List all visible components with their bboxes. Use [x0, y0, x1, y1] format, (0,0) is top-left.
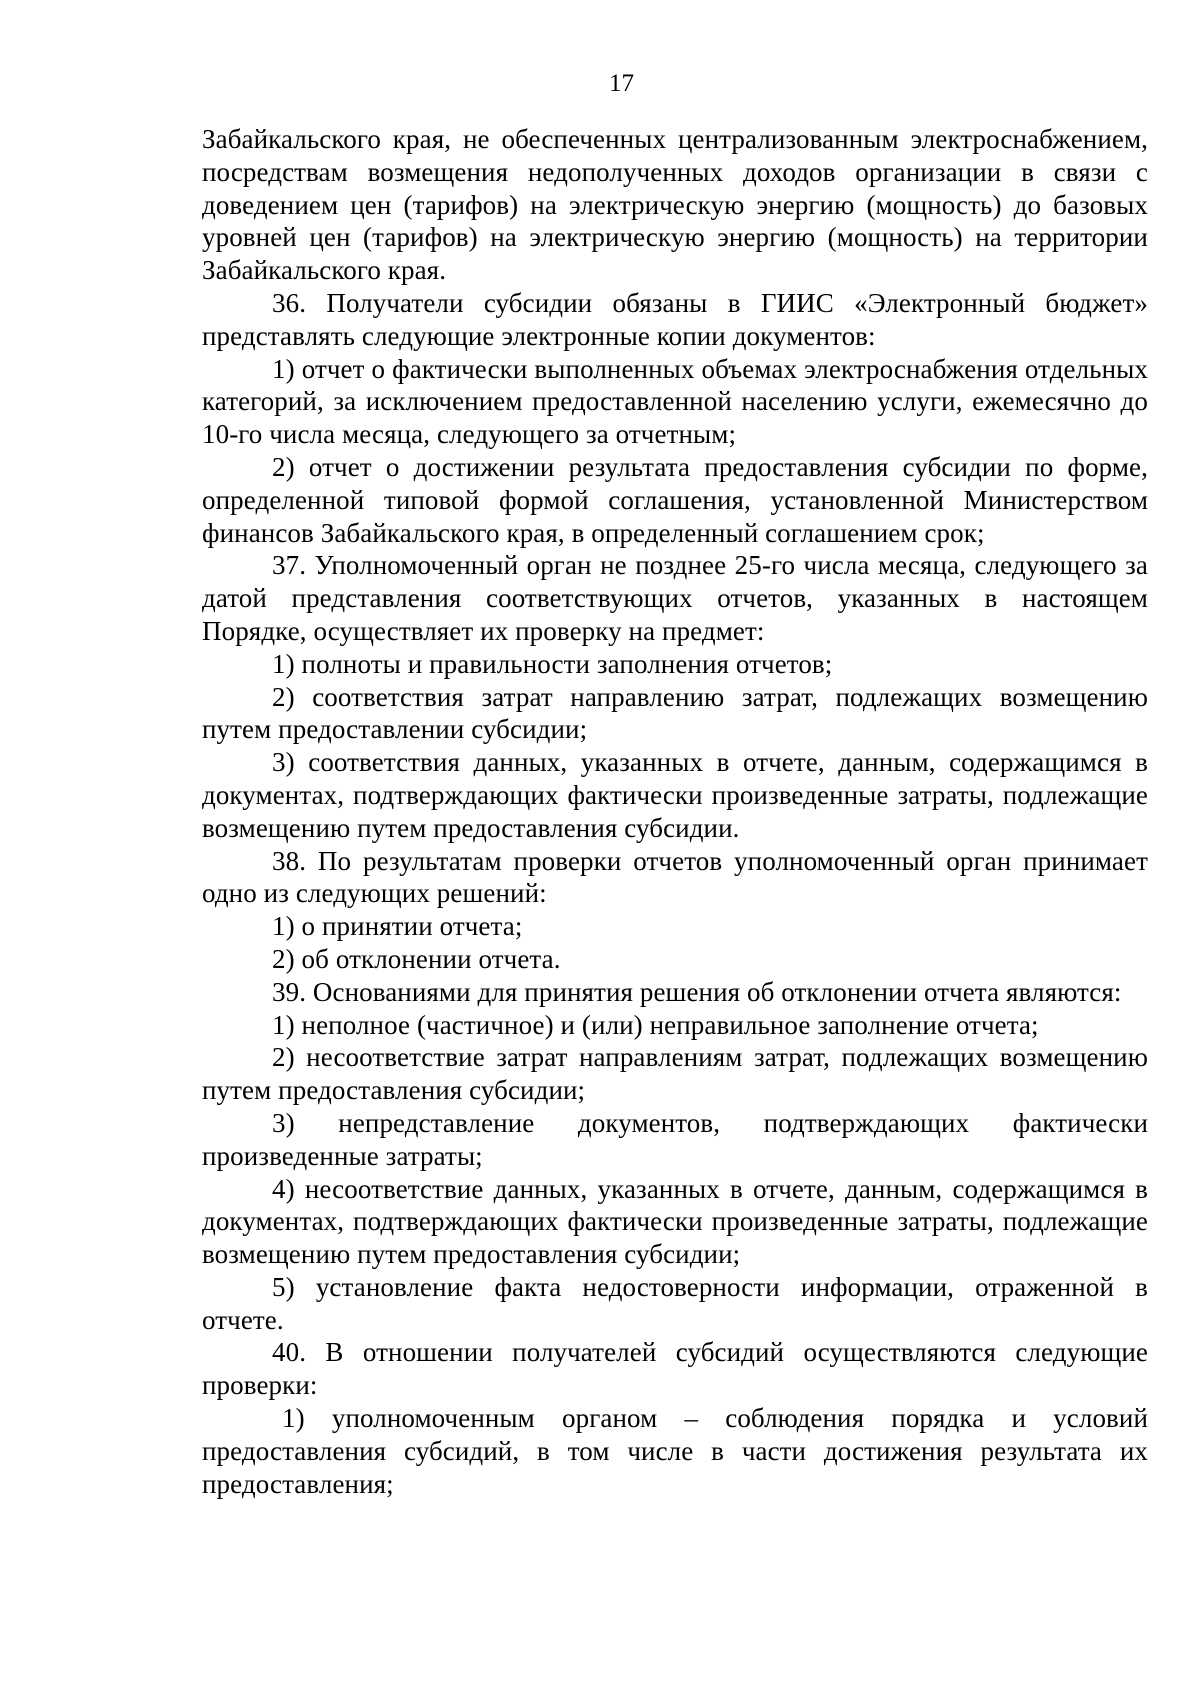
paragraph-38: 38. По результатам проверки отчетов уполномоченный орган принимает одно из следующих решений:	[202, 845, 1148, 909]
paragraph-39-item-1: 1) неполное (частичное) и (или) неправильное заполнение отчета;	[272, 1009, 1039, 1040]
document-body	[202, 123, 1148, 1500]
paragraph-40: 40. В отношении получателей субсидий осуществляются следующие проверки:	[202, 1337, 1148, 1401]
paragraph-38-item-1: 1) о принятии отчета;	[272, 911, 523, 942]
paragraph-37-item-3: 3) соответствия данных, указанных в отчете, данным, содержащимся в документах, подтверждающих фактически произведенные затраты, подлежащие возмещению путем предоставления субсидии.	[202, 747, 1148, 843]
paragraph-39: 39. Основаниями для принятия решения об отклонении отчета являются:	[272, 976, 1122, 1007]
paragraph-37-item-2: 2) соответствия затрат направлению затрат, подлежащих возмещению путем предоставлении субсидии;	[202, 681, 1148, 745]
paragraph-36-item-1: 1) отчет о фактически выполненных объемах электроснабжения отдельных категорий, за исключением предоставленной населению услуги, ежемесячно до 10-го числа месяца, следующего за отчетным;	[202, 353, 1148, 450]
paragraph-37: 37. Уполномоченный орган не позднее 25-го числа месяца, следующего за датой представления соответствующих отчетов, указанных в настоящем Порядке, осуществляет их проверку на предмет:	[202, 550, 1148, 646]
paragraph-36-item-2: 2) отчет о достижении результата предоставления субсидии по форме, определенной типовой формой соглашения, установленной Министерством финансов Забайкальского края, в определенный соглашением срок;	[202, 451, 1148, 548]
paragraph-40-item-1: 1) уполномоченным органом – соблюдения порядка и условий предоставления субсидий, в том числе в части достижения результата их предоставления;	[202, 1403, 1148, 1499]
paragraph-37-item-1: 1) полноты и правильности заполнения отчетов;	[272, 648, 833, 679]
paragraph-39-item-5: 5) установление факта недостоверности информации, отраженной в отчете.	[202, 1271, 1148, 1335]
paragraph-39-item-2: 2) несоответствие затрат направлениям затрат, подлежащих возмещению путем предоставления субсидии;	[202, 1042, 1148, 1106]
paragraph-38-item-2: 2) об отклонении отчета.	[272, 943, 561, 974]
paragraph-39-item-3: 3) непредставление документов, подтверждающих фактически произведенные затраты;	[202, 1107, 1148, 1171]
paragraph-39-item-4: 4) несоответствие данных, указанных в отчете, данным, содержащимся в документах, подтверждающих фактически произведенные затраты, подлежащие возмещению путем предоставления субсидии;	[202, 1173, 1148, 1270]
paragraph-continuation: Забайкальского края, не обеспеченных централизованным электроснабжением, посредствам возмещения недополученных доходов организации в связи с доведением цен (тарифов) на электрическую энергию (мощность) до базовых уровней цен (тарифов) на электрическую энергию (мощность) на территории Забайкальского края.	[202, 124, 1148, 286]
page-number: 17	[609, 70, 634, 97]
paragraph-36: 36. Получатели субсидии обязаны в ГИИС «Электронный бюджет» представлять следующие электронные копии документов:	[202, 287, 1148, 351]
